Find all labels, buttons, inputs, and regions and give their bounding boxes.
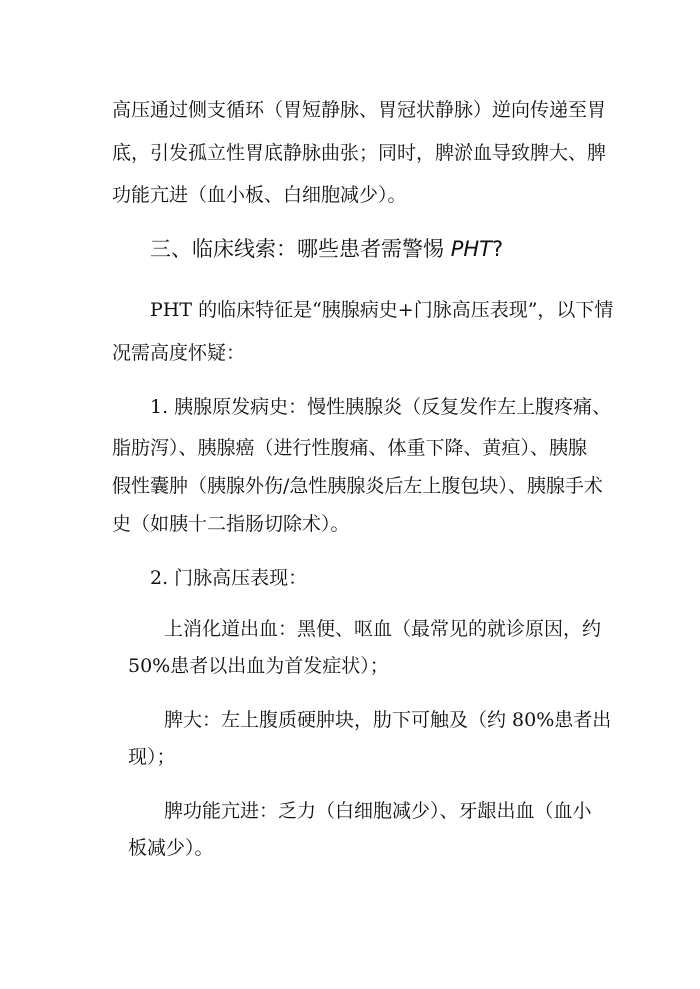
splenomegaly-line-2: 现）； xyxy=(128,746,176,768)
item-1-line-4: 史（如胰十二指肠切除术）。 xyxy=(112,513,350,535)
item-1-line-3: 假性囊肿（胰腺外伤/急性胰腺炎后左上腹包块）、胰腺手术 xyxy=(112,475,603,497)
item-1-line-1: 1. 胰腺原发病史：慢性胰腺炎（反复发作左上腹疼痛、 xyxy=(150,396,612,418)
section-heading xyxy=(150,236,503,262)
bleeding-line-1: 上消化道出血：黑便、呕血（最常见的就诊原因，约 xyxy=(164,618,602,640)
hypersplenism-line-1: 脾功能亢进：乏力（白细胞减少）、牙龈出血（血小 xyxy=(164,800,592,822)
bleeding-line-2: 50%患者以出血为首发症状）； xyxy=(128,655,389,677)
intro-line-3: 功能亢进（血小板、白细胞减少）。 xyxy=(112,184,407,206)
section-heading-abbr: PHT xyxy=(450,237,492,261)
section-heading-text: 三、临床线索：哪些患者需警惕 xyxy=(150,237,451,261)
intro-line-2: 底，引发孤立性胃底静脉曲张；同时，脾淤血导致脾大、脾 xyxy=(112,142,607,164)
section-heading-question-mark: ? xyxy=(491,237,504,261)
item-1-line-2: 脂肪泻）、胰腺癌（进行性腹痛、体重下降、黄疸）、胰腺 xyxy=(112,437,588,459)
hypersplenism-line-2: 板减少）。 xyxy=(128,837,214,859)
item-2-title: 2. 门脉高压表现： xyxy=(150,567,308,589)
splenomegaly-line-1: 脾大：左上腹质硬肿块，肋下可触及（约 80%患者出 xyxy=(164,709,612,731)
features-line-1: PHT 的临床特征是“胰腺病史+门脉高压表现”，以下情 xyxy=(150,299,614,321)
intro-line-1: 高压通过侧支循环（胃短静脉、胃冠状静脉）逆向传递至胃 xyxy=(112,99,607,121)
features-line-2: 况需高度怀疑： xyxy=(112,342,246,364)
